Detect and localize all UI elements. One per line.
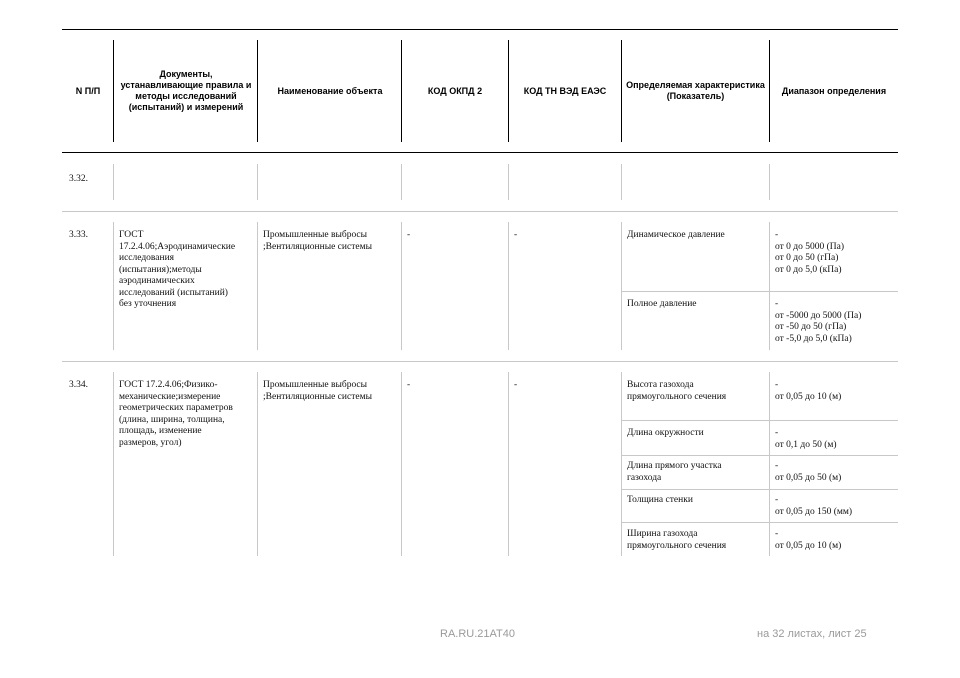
header-col-separator (769, 40, 770, 142)
col-separator (257, 372, 258, 556)
col-separator (621, 222, 622, 350)
range-value: - от 0,1 до 50 (м) (775, 428, 837, 450)
header-top-rule (62, 29, 898, 30)
object-name: Промышленные выбросы ;Вентиляционные системы (263, 380, 372, 402)
range-value: - от 0,05 до 50 (м) (775, 461, 842, 483)
characteristic-name: Длина окружности (627, 428, 704, 438)
col-separator (621, 164, 622, 200)
range-value: - от 0,05 до 10 (м) (775, 380, 842, 402)
range-value: - от 0,05 до 10 (м) (775, 529, 842, 551)
row-number: 3.33. (69, 230, 88, 240)
okpd-code: - (407, 380, 411, 390)
col-separator (401, 222, 402, 350)
col-separator (257, 164, 258, 200)
range-value: - от 0,05 до 150 (мм) (775, 495, 853, 517)
param-separator (621, 489, 898, 490)
header-tnved-code: КОД ТН ВЭД ЕАЭС (523, 85, 607, 96)
object-name: Промышленные выбросы ;Вентиляционные системы (263, 230, 372, 252)
header-col-separator (508, 40, 509, 142)
param-separator (621, 455, 898, 456)
col-separator (401, 164, 402, 200)
header-documents: Документы, устанавливающие правила и методы исследований (испытаний) и измерений (120, 69, 252, 112)
col-separator (401, 372, 402, 556)
header-okpd-code: КОД ОКПД 2 (427, 85, 483, 96)
header-col-separator (257, 40, 258, 142)
range-value: - от 0 до 5000 (Па) от 0 до 50 (гПа) от 0 до 5,0 (кПа) (775, 230, 845, 275)
method-document: ГОСТ 17.2.4.06;Аэродинамические исследования (испытания);методы аэродинамических исследований (испытаний) без уточнения (119, 230, 236, 309)
col-separator (769, 222, 770, 350)
characteristic-name: Длина прямого участка газохода (627, 461, 722, 483)
header-bottom-rule (62, 152, 898, 153)
characteristic-name: Динамическое давление (627, 230, 725, 240)
row-separator (62, 211, 898, 212)
tnved-code: - (514, 230, 518, 240)
tnved-code: - (514, 380, 518, 390)
document-number: RA.RU.21АТ40 (440, 628, 515, 640)
header-object-name: Наименование объекта (277, 85, 383, 96)
col-separator (113, 372, 114, 556)
page-info: на 32 листах, лист 25 (757, 628, 867, 640)
header-num: N П/П (75, 85, 101, 96)
row-number: 3.34. (69, 380, 88, 390)
range-value: - от -5000 до 5000 (Па) от -50 до 50 (гПа) от -5,0 до 5,0 (кПа) (775, 299, 862, 344)
header-col-separator (401, 40, 402, 142)
characteristic-name: Толщина стенки (627, 495, 693, 505)
header-range: Диапазон определения (781, 85, 887, 96)
col-separator (508, 222, 509, 350)
col-separator (769, 372, 770, 556)
col-separator (769, 164, 770, 200)
col-separator (113, 164, 114, 200)
header-characteristic: Определяемая характеристика (Показатель) (626, 80, 765, 101)
okpd-code: - (407, 230, 411, 240)
row-number: 3.32. (69, 174, 88, 184)
col-separator (257, 222, 258, 350)
col-separator (621, 372, 622, 556)
header-col-separator (621, 40, 622, 142)
param-separator (621, 522, 898, 523)
col-separator (113, 222, 114, 350)
param-separator (621, 420, 898, 421)
header-col-separator (113, 40, 114, 142)
col-separator (508, 164, 509, 200)
param-separator (621, 291, 898, 292)
col-separator (508, 372, 509, 556)
characteristic-name: Ширина газохода прямоугольного сечения (627, 529, 727, 551)
method-document: ГОСТ 17.2.4.06;Физико- механические;измерение геометрических параметров (длина, ширина, толщина, площадь, изменение размеров, угол) (119, 380, 233, 448)
row-separator (62, 361, 898, 362)
characteristic-name: Высота газохода прямоугольного сечения (627, 380, 727, 402)
characteristic-name: Полное давление (627, 299, 697, 309)
